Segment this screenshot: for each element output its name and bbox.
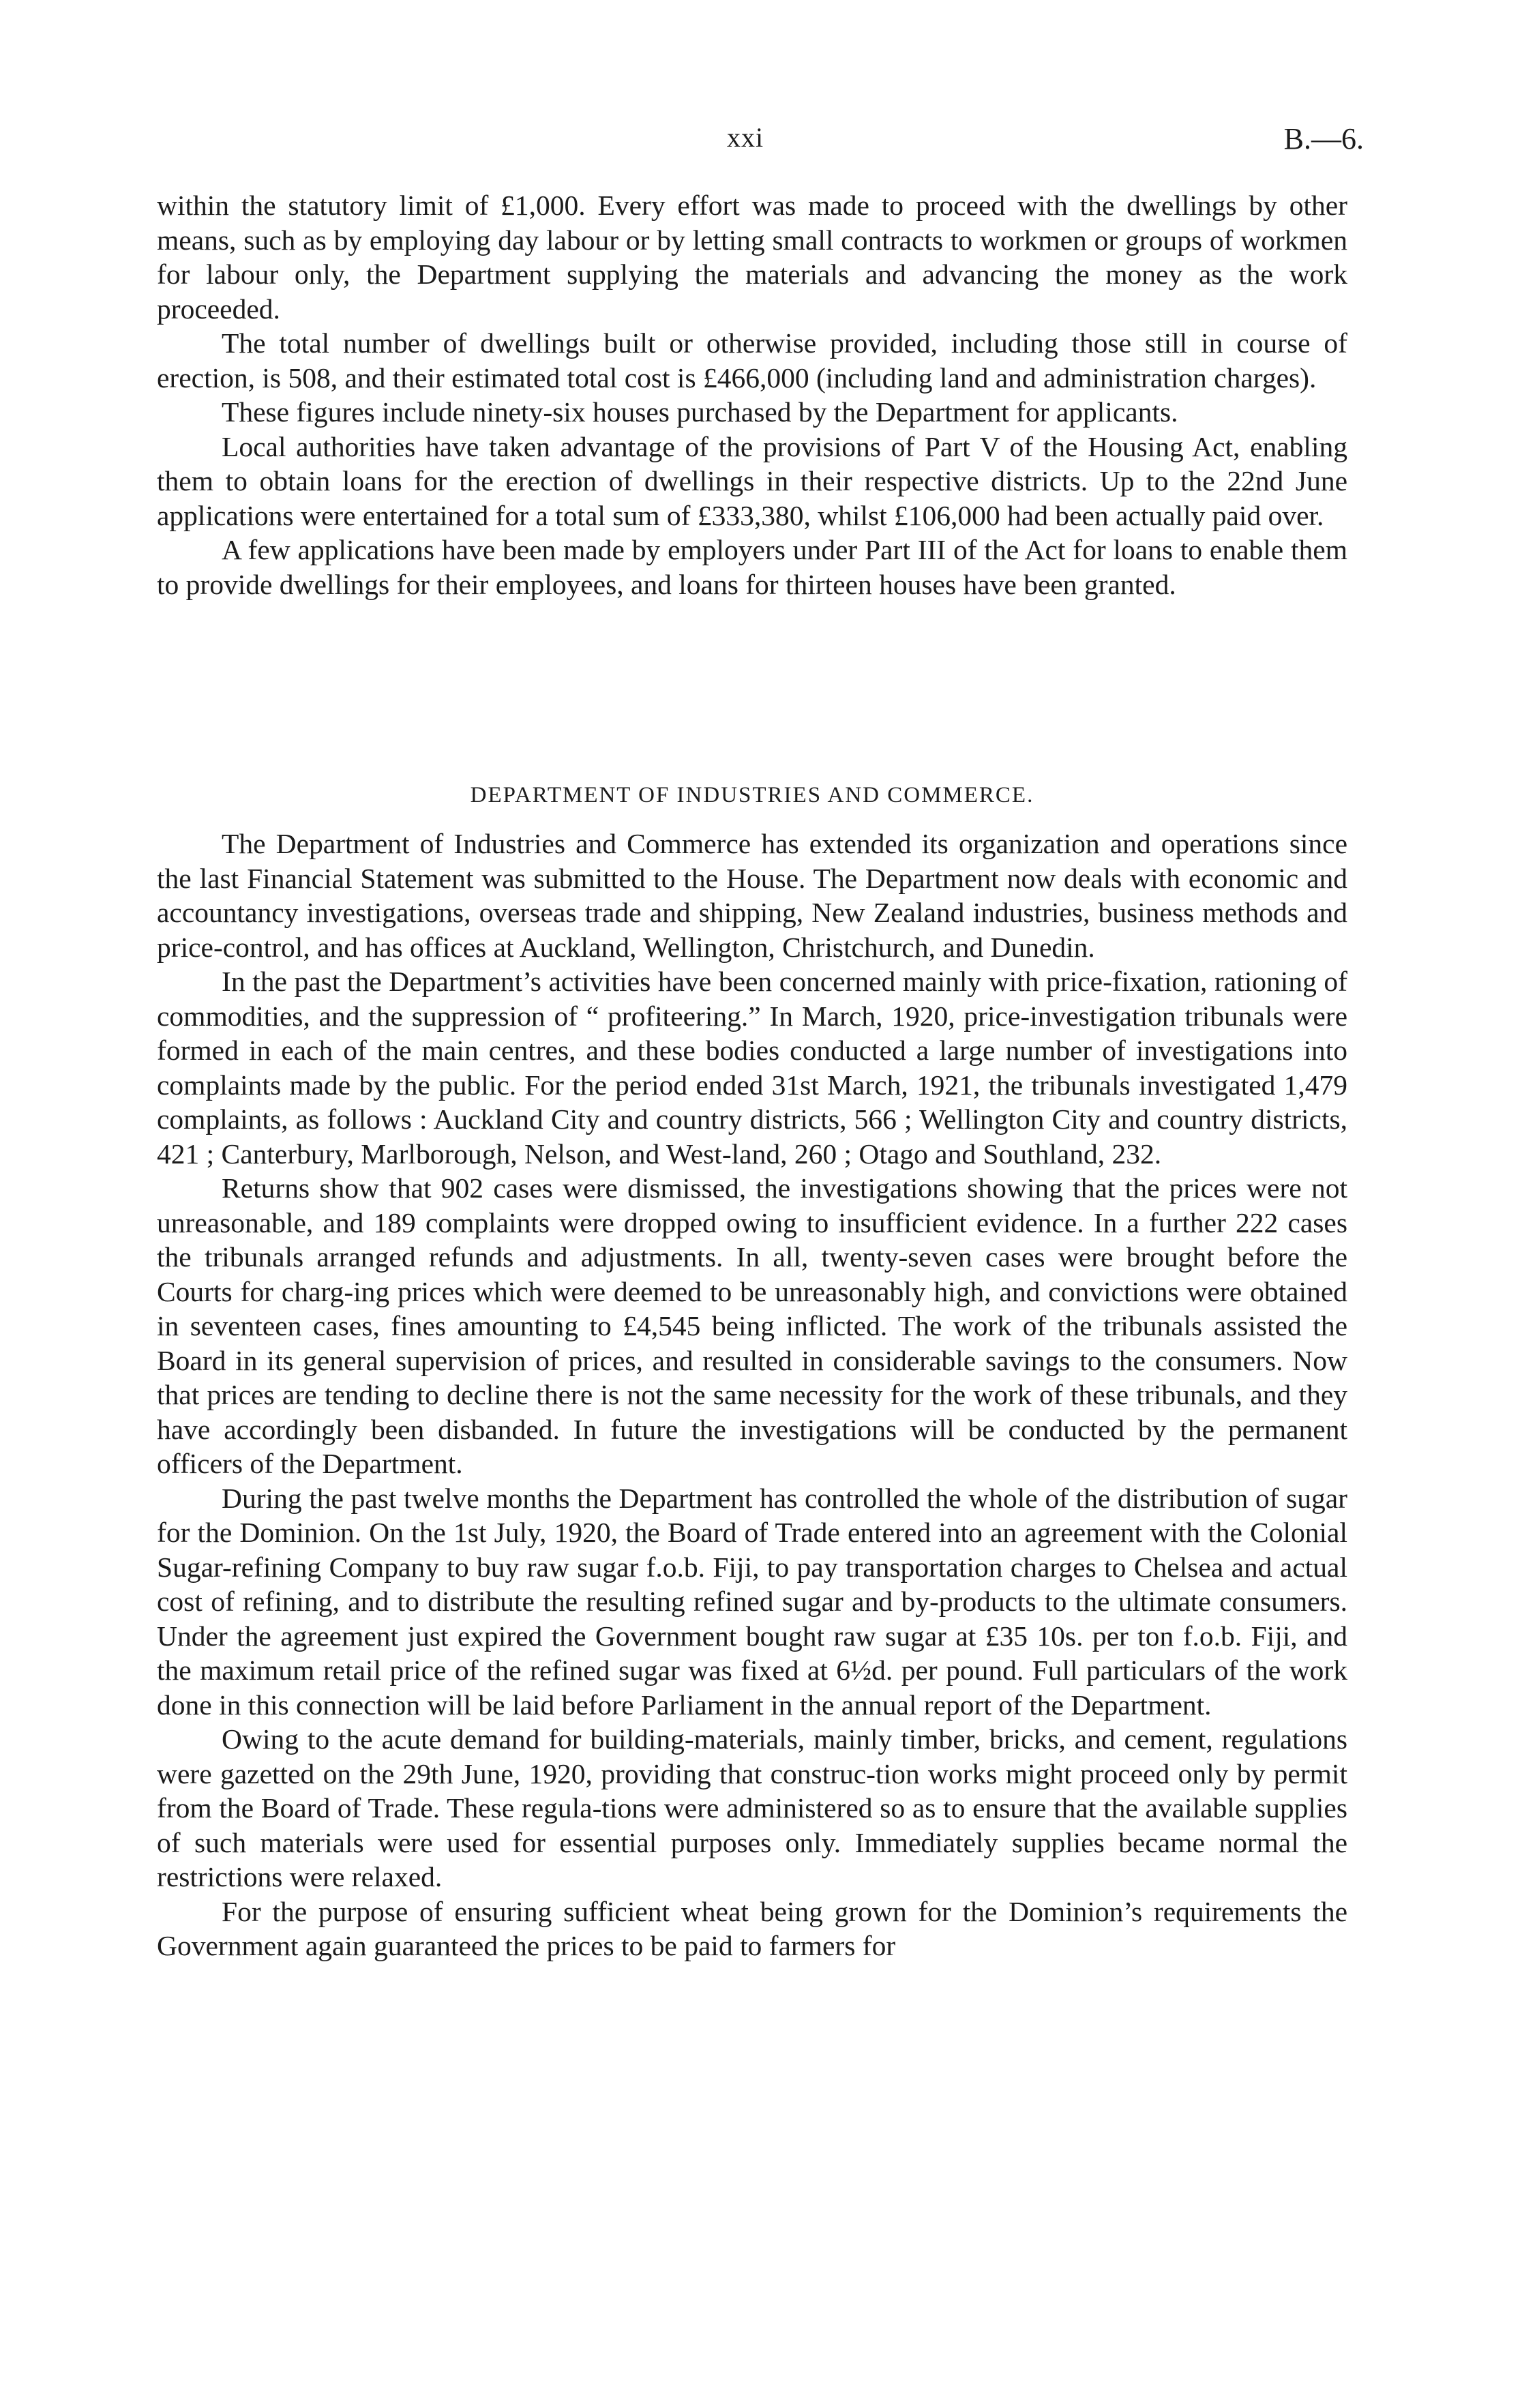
paragraph-continued: within the statutory limit of £1,000. Every effort was made to proceed with the dwellings by other means, such as by employing day labour or by letting small contracts to workmen or groups of workmen for labour only, the Department supplying the materials and advancing the money as the work proceeded. [157, 190, 1347, 325]
paragraph-sugar: During the past twelve months the Department has controlled the whole of the distribution of sugar for the Dominion. On the 1st July, 1920, the Board of Trade entered into an agreement with the Colonial Sugar-refining Company to buy raw sugar f.o.b. Fiji, to pay transportation charges to Chelsea and actual cost of refining, and to distribute the resulting refined sugar and by-products to the ultimate consumers. Under the agreement just expired the Government bought raw sugar at £35 10s. per ton f.o.b. Fiji, and the maximum retail price of the refined sugar was fixed at 6½d. per pound. Full particulars of the work done in this connection will be laid before Parliament in the annual report of the Department. [157, 1482, 1347, 1721]
section-text-block [157, 827, 1347, 1963]
paragraph-department-scope: The Department of Industries and Commerce has extended its organization and operations since the last Financial Statement was submitted to the House. The Department now deals with economic and accountancy investigations, overseas trade and shipping, New Zealand industries, business methods and price-control, and has offices at Auckland, Wellington, Christchurch, and Dunedin. [157, 828, 1347, 963]
paragraph-local-authorities: Local authorities have taken advantage of the provisions of Part V of the Housing Act, enabling them to obtain loans for the erection of dwellings in their respective districts. Up to the 22nd June applications were entertained for a total sum of £333,380, whilst £106,000 had been actually paid over. [157, 430, 1347, 531]
page-number: xxi [727, 122, 764, 153]
continued-text-block [157, 188, 1347, 601]
paragraph-wheat: For the purpose of ensuring sufficient wheat being grown for the Dominion’s requirements the Government again guaranteed the prices to be paid to farmers for [157, 1895, 1347, 1961]
paragraph-price-tribunals: In the past the Department’s activities have been concerned mainly with price-fixation, rationing of commodities, and the suppression of “ profiteering.” In March, 1920, price-investigation tribunals were formed in each of the main centres, and these bodies conducted a large number of investigations into complaints made by the public. For the period ended 31st March, 1921, the tribunals investigated 1,479 complaints, as follows : Auckland City and country districts, 566 ; Wellington City and country districts, 421 ; Canterbury, Marlborough, Nelson, and West-land, 260 ; Otago and Southland, 232. [157, 966, 1347, 1170]
paragraph-building-materials: Owing to the acute demand for building-materials, mainly timber, bricks, and cement, regulations were gazetted on the 29th June, 1920, providing that construc-tion works might proceed only by permit from the Board of Trade. These regula-tions were administered so as to ensure that the available supplies of such materials were used for essential purposes only. Immediately supplies became normal the restrictions were relaxed. [157, 1723, 1347, 1892]
section-heading: DEPARTMENT OF INDUSTRIES AND COMMERCE. [470, 783, 1034, 807]
paragraph-houses-purchased: These figures include ninety-six houses purchased by the Department for applicants. [222, 396, 1178, 428]
page-header [0, 121, 1522, 162]
paragraph-returns: Returns show that 902 cases were dismissed, the investigations showing that the prices were not unreasonable, and 189 complaints were dropped owing to insufficient evidence. In a further 222 cases the tribunals arranged refunds and adjustments. In all, twenty-seven cases were brought before the Courts for charg-ing prices which were deemed to be unreasonably high, and convictions were obtained in seventeen cases, fines amounting to £4,545 being inflicted. The work of the tribunals assisted the Board in its general supervision of prices, and resulted in considerable savings to the consumers. Now that prices are tending to decline there is not the same necessity for the work of these tribunals, and they have accordingly been disbanded. In future the investigations will be conducted by the permanent officers of the Department. [157, 1172, 1347, 1479]
paragraph-employer-loans: A few applications have been made by employers under Part III of the Act for loans to enable them to provide dwellings for their employees, and loans for thirteen houses have been granted. [157, 534, 1347, 600]
paragraph-dwellings-total: The total number of dwellings built or otherwise provided, including those still in course of erection, is 508, and their estimated total cost is £466,000 (including land and administration charges). [157, 327, 1347, 393]
paper-id: B.—6. [1283, 122, 1364, 155]
